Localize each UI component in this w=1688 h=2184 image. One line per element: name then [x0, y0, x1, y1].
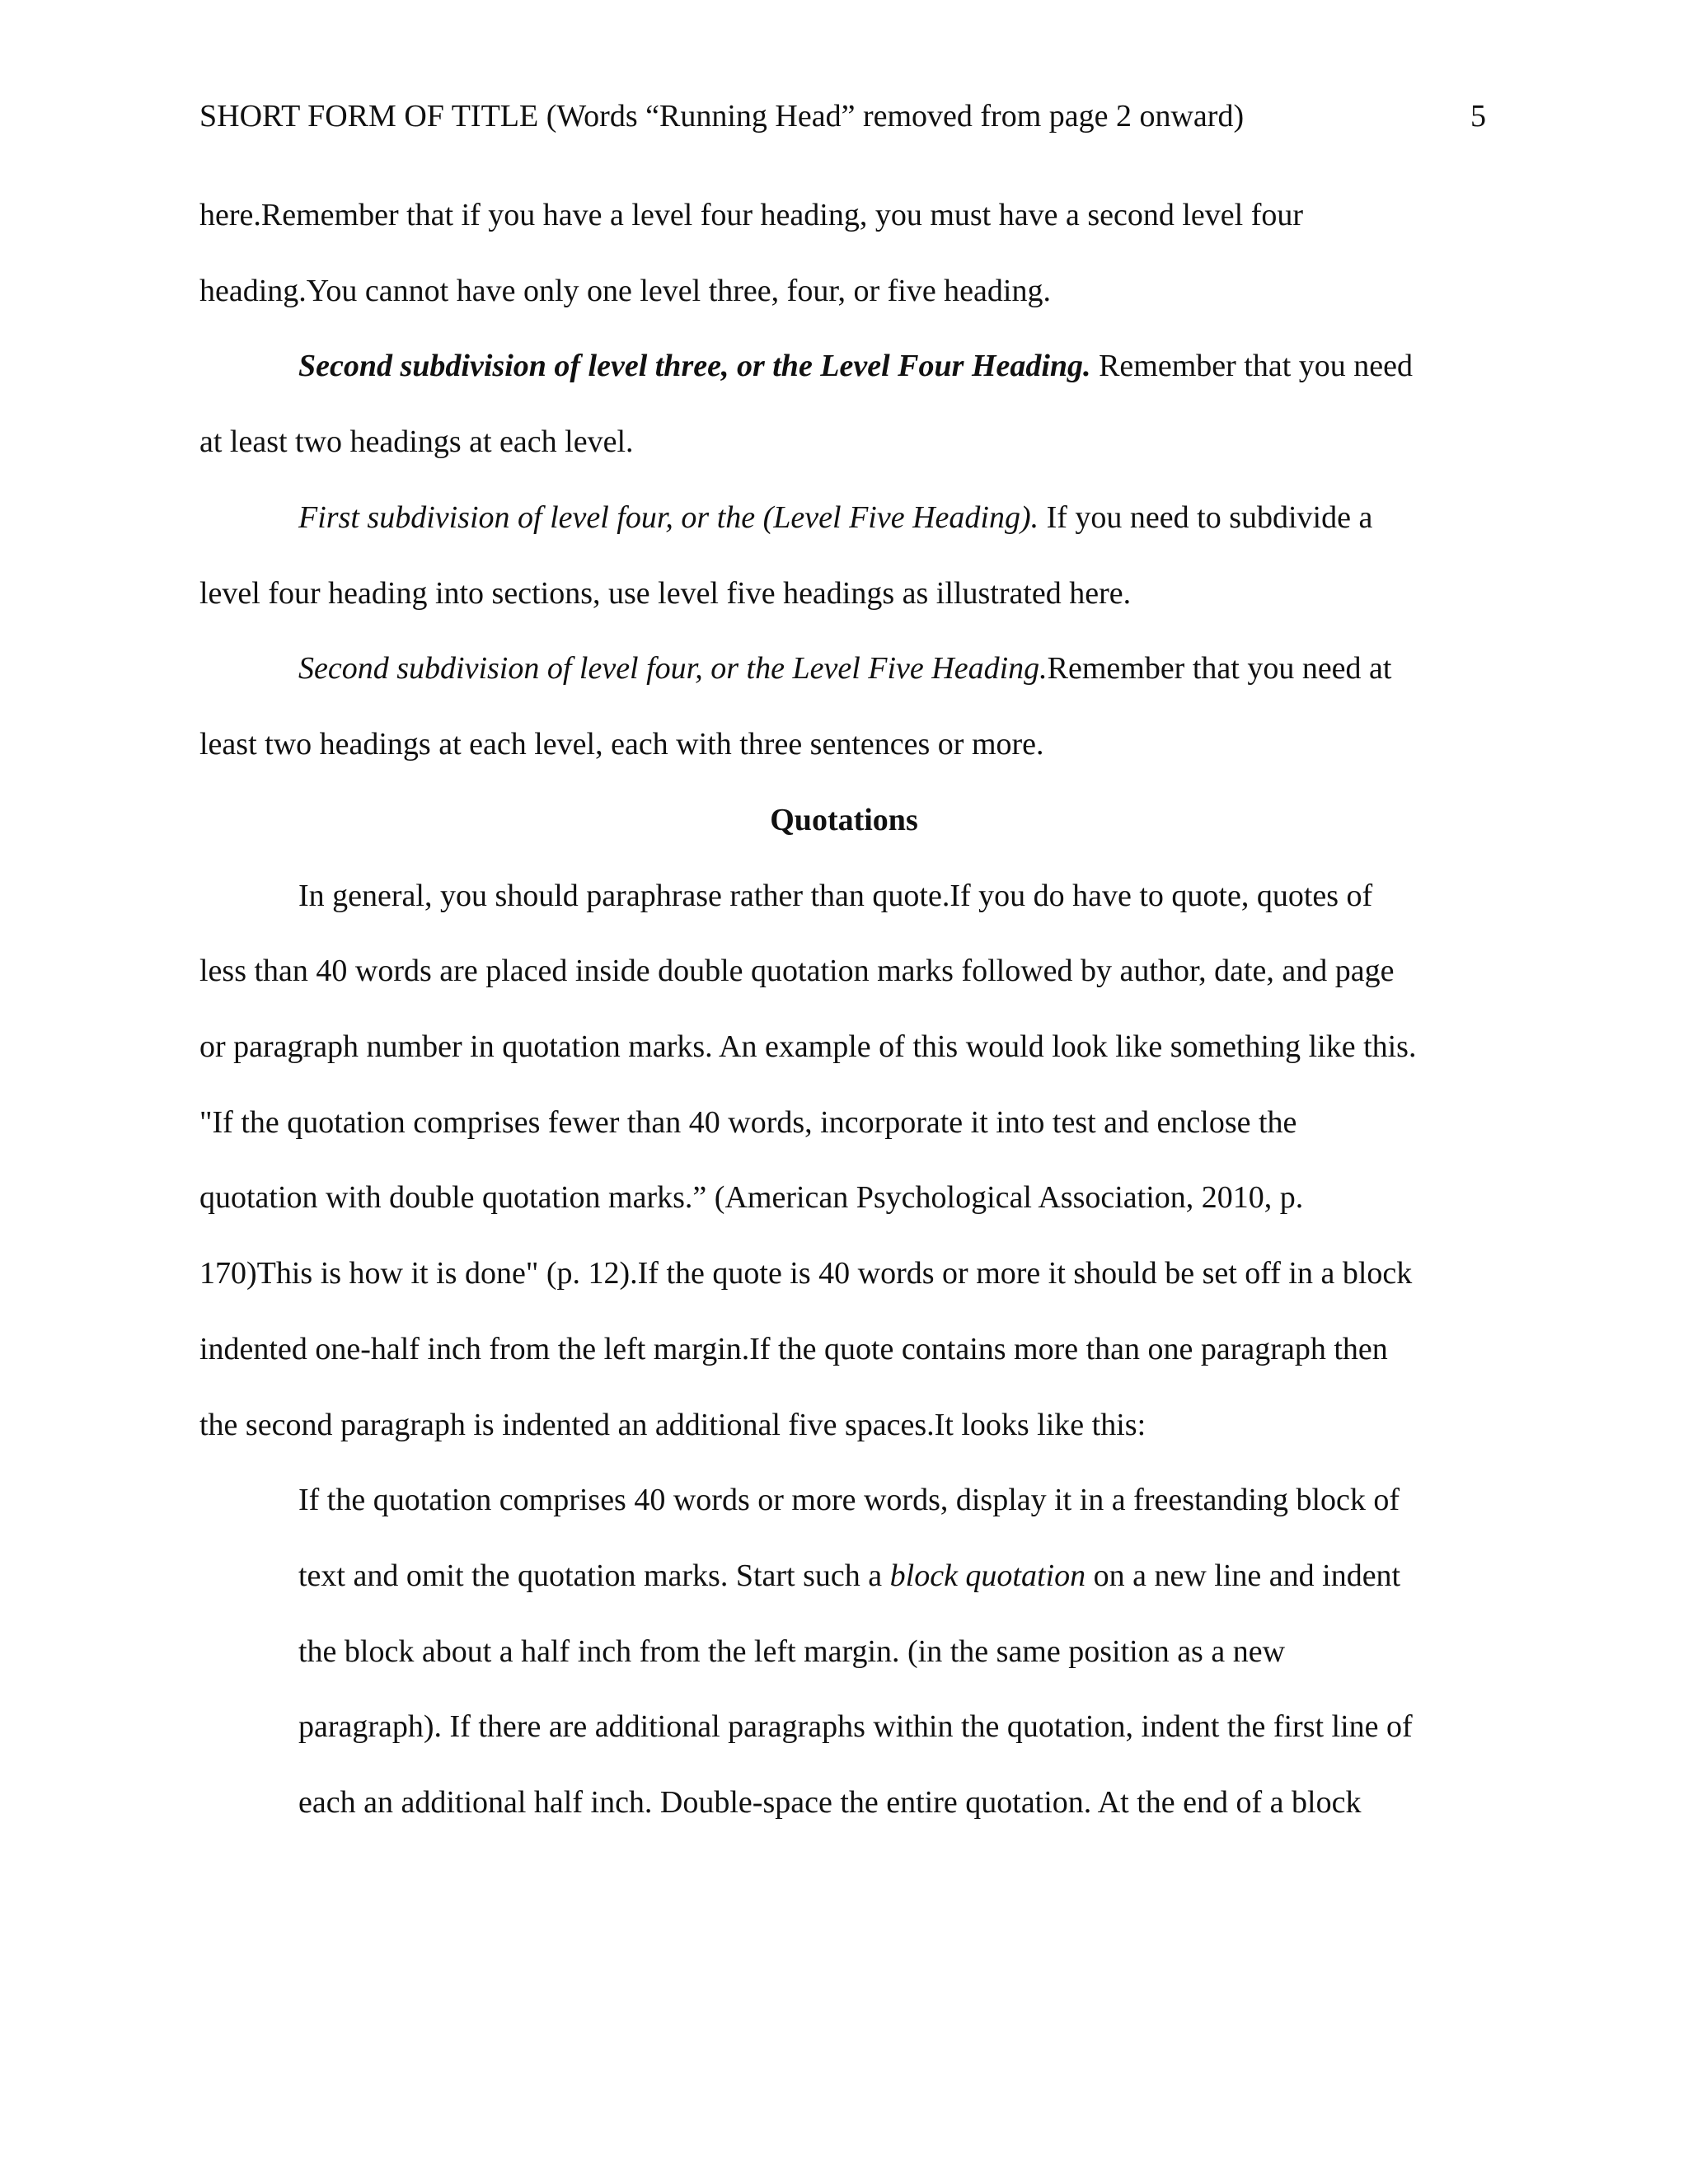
block-quote-emphasis: block quotation [889, 1558, 1086, 1593]
level-four-heading-line [298, 347, 1413, 385]
body-line: less than 40 words are placed inside double quotation marks followed by author, date, and page [199, 954, 1395, 988]
body-line: least two headings at each level, each with three sentences or more. [199, 727, 1044, 762]
block-quote-text: text and omit the quotation marks. Start such a [298, 1558, 890, 1593]
body-line: the second paragraph is indented an additional five spaces.It looks like this: [199, 1408, 1146, 1442]
body-line: In general, you should paraphrase rather than quote.If you do have to quote, quotes of [298, 879, 1373, 913]
body-line: or paragraph number in quotation marks. An example of this would look like something like this. [199, 1029, 1417, 1064]
body-text: If you need to subdivide a [1039, 500, 1373, 535]
block-quote-line [298, 1557, 1400, 1595]
block-quote-line: If the quotation comprises 40 words or more words, display it in a freestanding block of [298, 1483, 1400, 1517]
running-head: SHORT FORM OF TITLE (Words “Running Head” removed from page 2 onward) [199, 99, 1245, 134]
level-five-heading: First subdivision of level four, or the (Level Five Heading). [298, 500, 1039, 535]
body-line: indented one-half inch from the left margin.If the quote contains more than one paragraph then [199, 1332, 1388, 1366]
body-line: at least two headings at each level. [199, 424, 634, 459]
body-line: here.Remember that if you have a level four heading, you must have a second level four [199, 198, 1304, 232]
level-five-heading-line [298, 649, 1391, 687]
body-line: quotation with double quotation marks.” (American Psychological Association, 2010, p. [199, 1180, 1304, 1215]
page-number: 5 [1470, 99, 1486, 134]
block-quote-line: paragraph). If there are additional paragraphs within the quotation, indent the first line of [298, 1709, 1413, 1744]
body-text: Remember that you need at [1047, 651, 1392, 686]
section-heading: Quotations [770, 803, 918, 837]
level-five-heading-line [298, 499, 1372, 537]
body-line: heading.You cannot have only one level three, four, or five heading. [199, 274, 1051, 308]
body-line: level four heading into sections, use level five headings as illustrated here. [199, 576, 1132, 611]
block-quote-text: on a new line and indent [1085, 1558, 1401, 1593]
body-line: "If the quotation comprises fewer than 40 words, incorporate it into test and enclose the [199, 1105, 1297, 1140]
block-quote-line: the block about a half inch from the left margin. (in the same position as a new [298, 1634, 1286, 1669]
level-five-heading: Second subdivision of level four, or the Level Five Heading. [298, 651, 1048, 686]
block-quote-line: each an additional half inch. Double-space the entire quotation. At the end of a block [298, 1785, 1362, 1820]
level-four-heading: Second subdivision of level three, or the Level Four Heading. [298, 349, 1091, 383]
body-text: Remember that you need [1090, 349, 1413, 383]
body-line: 170)This is how it is done" (p. 12).If the quote is 40 words or more it should be set off in a block [199, 1256, 1413, 1291]
